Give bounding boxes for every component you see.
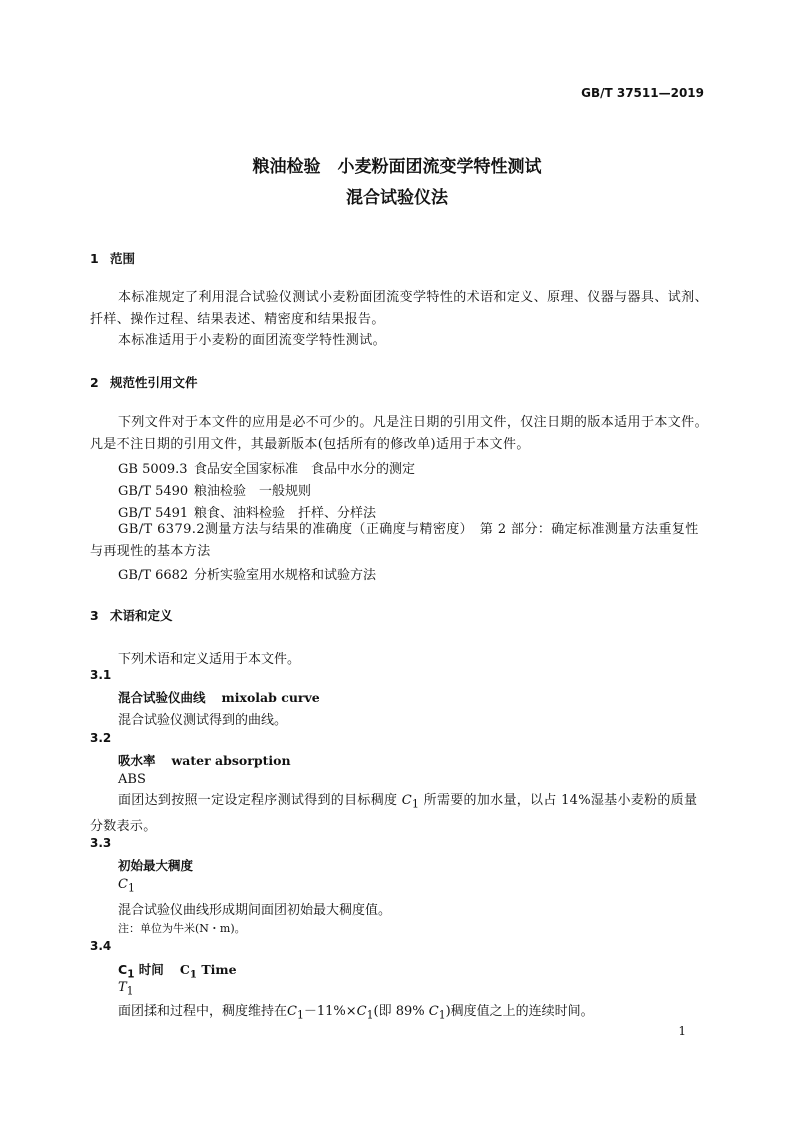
term-heading xyxy=(118,688,320,706)
symbol-subscript: 1 xyxy=(126,984,134,998)
section-number: 1 xyxy=(90,251,99,266)
section-title: 规范性引用文件 xyxy=(110,375,198,390)
section-1-heading xyxy=(90,249,135,267)
reference-item xyxy=(118,480,311,499)
clause-number: 3.3 xyxy=(90,836,112,850)
reference-title: 分析实验室用水规格和试验方法 xyxy=(194,568,377,583)
section-number: 3 xyxy=(90,608,99,623)
term-heading xyxy=(118,751,291,769)
term-zh: 混合试验仪曲线 xyxy=(118,690,206,705)
term-definition xyxy=(90,790,708,838)
reference-code: GB/T 6682 xyxy=(118,568,189,583)
term-zh: $C_1$ 时间 xyxy=(118,962,164,981)
term-symbol xyxy=(118,877,135,895)
symbol-subscript: 1 xyxy=(412,797,420,811)
definition-text: 所需要的加水量，以占 14%湿基小麦粉的质量分数表示。 xyxy=(90,793,698,834)
reference-title: 粮油检验 一般规则 xyxy=(194,484,312,499)
reference-code: GB/T 5491 xyxy=(118,506,189,521)
term-en: $C_1$ Time xyxy=(179,962,237,981)
reference-title: 粮食、油料检验 扦样、分样法 xyxy=(194,506,377,521)
term-definition: 混合试验仪测试得到的曲线。 xyxy=(118,713,288,728)
document-title-line2: 混合试验仪法 xyxy=(346,188,448,208)
term-symbol: ABS xyxy=(118,772,146,787)
definition-text: 面团达到按照一定设定程序测试得到的目标稠度 xyxy=(118,793,398,808)
symbol-subscript: 1 xyxy=(127,881,135,895)
reference-item xyxy=(118,564,376,583)
reference-item xyxy=(90,519,708,563)
clause-number: 3.4 xyxy=(90,939,112,953)
term-heading xyxy=(118,960,237,981)
symbol-t: T xyxy=(118,980,127,995)
section-3-heading xyxy=(90,606,173,624)
reference-title: 食品安全国家标准 食品中水分的测定 xyxy=(194,462,416,477)
section-title: 范围 xyxy=(110,251,136,266)
section-number: 2 xyxy=(90,375,99,390)
page-number: 1 xyxy=(678,1024,686,1038)
standard-code: GB/T 37511—2019 xyxy=(581,86,704,100)
term-definition: 混合试验仪曲线形成期间面团初始最大稠度值。 xyxy=(118,903,392,918)
term-note: 注：单位为牛米(N・m)。 xyxy=(118,922,246,935)
reference-title: 测量方法与结果的准确度（正确度与精密度） 第 2 部分：确定标准测量方法重复性与再现性的基本方法 xyxy=(90,522,699,559)
symbol-c: C xyxy=(401,793,412,808)
term-en: water absorption xyxy=(171,753,291,768)
section-2-paragraph-1: 下列文件对于本文件的应用是必不可少的。凡是注日期的引用文件，仅注日期的版本适用于本文件。凡是不注日期的引用文件，其最新版本(包括所有的修改单)适用于本文件。 xyxy=(90,415,708,452)
reference-code: GB/T 6379.2 xyxy=(118,522,206,537)
document-title-line1: 粮油检验 小麦粉面团流变学特性测试 xyxy=(252,157,542,177)
term-zh: 吸水率 xyxy=(118,753,156,768)
section-2-heading xyxy=(90,373,198,391)
clause-number: 3.1 xyxy=(90,668,112,682)
reference-code: GB/T 5490 xyxy=(118,484,189,499)
section-1-paragraph-2: 本标准适用于小麦粉的面团流变学特性测试。 xyxy=(118,333,387,348)
term-zh: 初始最大稠度 xyxy=(118,858,194,873)
term-definition: 面团揉和过程中，稠度维持在$C_1-11\%\times C_1$(即 89% $C_1$)稠度值之上的连续时间。 xyxy=(118,1004,594,1022)
section-1-paragraph-1: 本标准规定了利用混合试验仪测试小麦粉面团流变学特性的术语和定义、原理、仪器与器具、试剂、扦样、操作过程、结果表述、精密度和结果报告。 xyxy=(90,290,708,327)
section-3-intro: 下列术语和定义适用于本文件。 xyxy=(118,652,301,667)
section-title: 术语和定义 xyxy=(110,608,173,623)
reference-item xyxy=(118,458,415,477)
term-heading xyxy=(118,856,193,874)
term-en: mixolab curve xyxy=(221,690,320,705)
reference-code: GB 5009.3 xyxy=(118,462,188,477)
term-symbol xyxy=(118,980,134,998)
clause-number: 3.2 xyxy=(90,731,112,745)
symbol-c: C xyxy=(118,877,128,892)
